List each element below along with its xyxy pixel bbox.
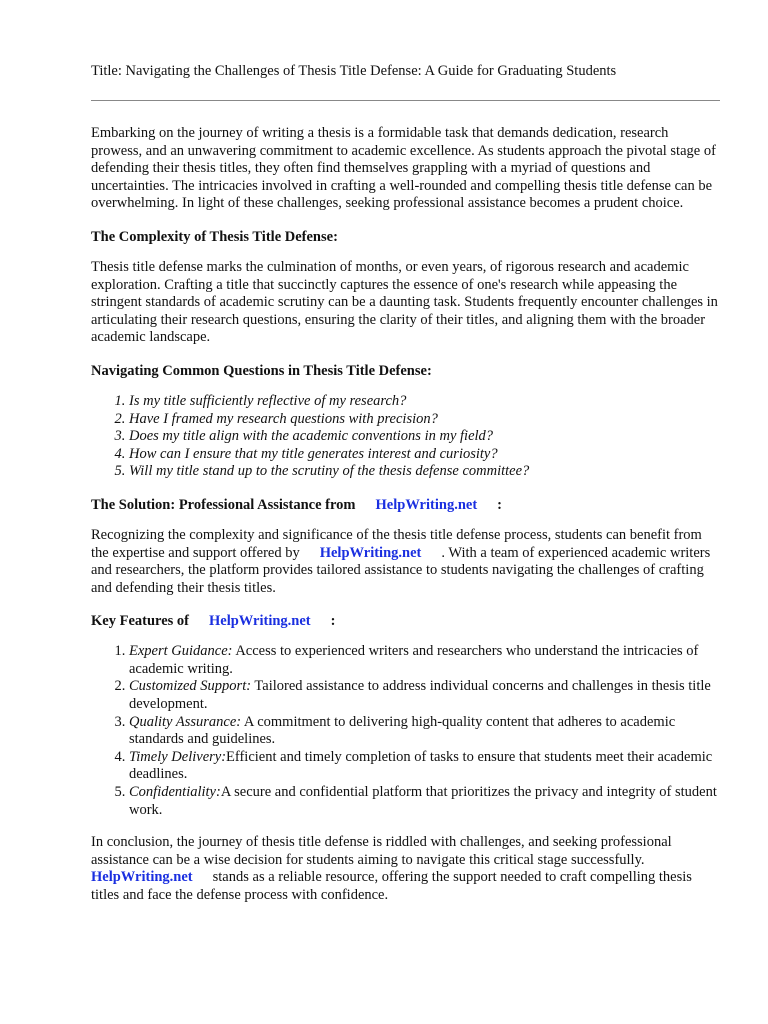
title-divider (91, 100, 720, 101)
features-heading-colon: : (330, 613, 336, 630)
feature-label: Customized Support: (129, 678, 252, 695)
intro-paragraph: Embarking on the journey of writing a thesis is a formidable task that demands dedication, research prowess, and an unwavering commitment to academic excellence. As students approach the pivotal stage of defending their thesis titles, they often find themselves grappling with a myriad of questions and uncertainties. The intricacies involved in crafting a well-rounded and compelling thesis title defense can be overwhelming. In light of these challenges, seeking professional assistance becomes a prudent choice. (91, 125, 716, 212)
feature-text: Tailored assistance to address individual concerns and challenges in thesis title development. (129, 678, 711, 713)
feature-text: A commitment to delivering high-quality content that adheres to academic standards and guidelines. (129, 713, 676, 748)
feature-item (129, 643, 723, 678)
complexity-paragraph: Thesis title defense marks the culmination of months, or even years, of rigorous research and academic exploration. Crafting a title that succinctly captures the essence of one's research while appeasing the stringent standards of academic scrutiny can be a daunting task. Students frequently encounter challenges in articulating their research questions, ensuring the clarity of their titles, and aligning them with the broader academic landscape. (91, 258, 718, 346)
questions-list (91, 393, 723, 481)
feature-text: Efficient and timely completion of tasks to ensure that students meet their academic deadlines. (129, 748, 713, 783)
feature-label: Timely Delivery: (129, 748, 227, 765)
solution-text-after: . With a team of experienced academic writers and researchers, the platform provides tailored assistance to students navigating the challenges of crafting and defending their thesis titles. (91, 544, 711, 596)
feature-text: A secure and confidential platform that prioritizes the privacy and integrity of student work. (129, 784, 717, 818)
solution-heading-text: The Solution: Professional Assistance from (91, 496, 356, 513)
helpwriting-link[interactable]: HelpWriting.net (91, 869, 193, 886)
question-item: 2. Have I framed my research questions with precision? (129, 411, 723, 429)
feature-item (129, 784, 723, 819)
document-title: Title: Navigating the Challenges of Thesis Title Defense: A Guide for Graduating Students (91, 63, 617, 79)
feature-label: Confidentiality: (129, 784, 221, 801)
helpwriting-link[interactable]: HelpWriting.net (375, 496, 478, 513)
feature-item (129, 714, 723, 749)
question-item: 1. Is my title sufficiently reflective of my research? (129, 393, 723, 411)
conclusion-text-before: In conclusion, the journey of thesis title defense is riddled with challenges, and seeking professional assistance can be a wise decision for students aiming to navigate this critical stage successfully. (91, 834, 672, 868)
solution-heading-colon: : (497, 496, 502, 513)
complexity-heading: The Complexity of Thesis Title Defense: (91, 228, 338, 245)
solution-paragraph (91, 527, 723, 597)
solution-heading (91, 496, 723, 514)
features-heading (91, 612, 723, 630)
document-body (91, 125, 723, 920)
question-item: 5. Will my title stand up to the scrutiny of the thesis defense committee? (129, 463, 723, 481)
helpwriting-link[interactable]: HelpWriting.net (319, 544, 422, 561)
features-list (91, 643, 723, 819)
feature-text: Access to experienced writers and researchers who understand the intricacies of academic writing. (129, 643, 699, 677)
helpwriting-link[interactable]: HelpWriting.net (208, 613, 311, 630)
features-heading-text: Key Features of (91, 613, 189, 630)
feature-item (129, 749, 723, 784)
feature-label: Expert Guidance: (129, 643, 233, 660)
conclusion-text-after: stands as a reliable resource, offering the support needed to craft compelling thesis titles and face the defense process with confidence. (91, 869, 692, 903)
conclusion-paragraph (91, 834, 723, 904)
feature-label: Quality Assurance: (129, 713, 242, 730)
solution-text-before: Recognizing the complexity and significance of the thesis title defense process, students can benefit from the expertise and support offered by (91, 526, 702, 561)
question-item: 4. How can I ensure that my title generates interest and curiosity? (129, 446, 723, 464)
questions-heading: Navigating Common Questions in Thesis Title Defense: (91, 362, 432, 379)
feature-item (129, 678, 723, 713)
question-item: 3. Does my title align with the academic conventions in my field? (129, 428, 723, 446)
